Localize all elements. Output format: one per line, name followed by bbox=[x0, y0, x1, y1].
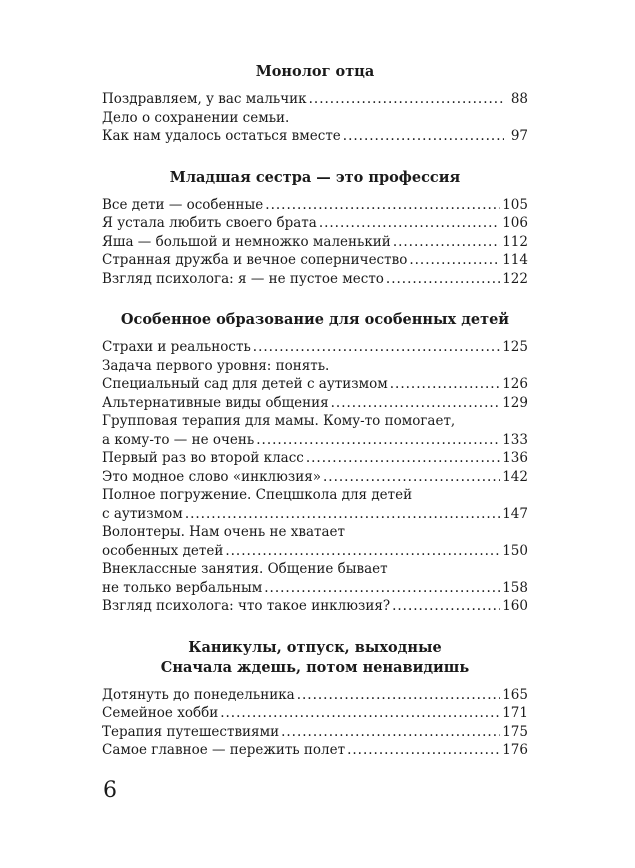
entry-page-number: 165 bbox=[502, 686, 528, 703]
toc-entry[interactable] bbox=[102, 270, 528, 289]
entry-title-line: а кому-то — не очень bbox=[102, 431, 255, 448]
dot-leader bbox=[319, 214, 500, 233]
entry-page-number: 88 bbox=[510, 91, 528, 107]
entry-page-number: 176 bbox=[502, 742, 528, 758]
toc-entry[interactable] bbox=[102, 412, 528, 449]
toc-section bbox=[102, 310, 528, 616]
entry-page-number: 160 bbox=[502, 598, 528, 614]
dot-leader bbox=[265, 196, 500, 215]
entry-title-line: Взгляд психолога: я — не пустое место bbox=[102, 270, 384, 287]
section-title bbox=[102, 638, 528, 678]
dot-leader bbox=[343, 127, 504, 146]
entry-page-number: 142 bbox=[502, 468, 528, 485]
entry-title-line: Групповая терапия для мамы. Кому-то помогает, bbox=[102, 413, 456, 429]
entry-row bbox=[102, 704, 528, 723]
entry-title-line: Как нам удалось остаться вместе bbox=[102, 128, 341, 144]
entry-title-line: не только вербальным bbox=[102, 579, 263, 596]
dot-leader bbox=[297, 686, 501, 705]
dot-leader bbox=[264, 579, 500, 598]
section-title-line: Каникулы, отпуск, выходные bbox=[188, 638, 442, 656]
section-title bbox=[102, 310, 528, 330]
entry-row bbox=[102, 686, 528, 705]
dot-leader bbox=[220, 704, 500, 723]
entry-title-line: Яша — большой и немножко маленький bbox=[102, 233, 391, 250]
entry-page-number: 106 bbox=[502, 215, 528, 231]
toc-section bbox=[102, 168, 528, 289]
entry-page-number: 105 bbox=[502, 196, 528, 213]
entry-title-line: Дотянуть до понедельника bbox=[102, 686, 295, 703]
entry-page-number: 150 bbox=[502, 542, 528, 559]
toc-section bbox=[102, 62, 528, 146]
dot-leader bbox=[256, 431, 500, 450]
toc-entry[interactable] bbox=[102, 597, 528, 616]
entry-page-number: 158 bbox=[502, 579, 528, 596]
entry-page-number: 171 bbox=[502, 705, 528, 721]
toc-entry[interactable] bbox=[102, 109, 528, 146]
toc-entry[interactable] bbox=[102, 90, 528, 109]
entry-row bbox=[102, 741, 528, 760]
entry-row bbox=[102, 542, 528, 561]
dot-leader bbox=[309, 90, 504, 109]
toc-section bbox=[102, 638, 528, 760]
entry-title-line: Внеклассные занятия. Общение бывает bbox=[102, 561, 388, 577]
toc-entry[interactable] bbox=[102, 560, 528, 597]
entry-row bbox=[102, 90, 528, 109]
toc-entry[interactable] bbox=[102, 449, 528, 468]
toc-entry[interactable] bbox=[102, 196, 528, 215]
entry-page-number: 126 bbox=[502, 376, 528, 392]
entry-title-line: Страхи и реальность bbox=[102, 339, 251, 355]
entry-page-number: 133 bbox=[502, 431, 528, 448]
entry-row bbox=[102, 127, 528, 146]
dot-leader bbox=[390, 375, 500, 394]
entry-row bbox=[102, 338, 528, 357]
entry-title-line: с аутизмом bbox=[102, 505, 183, 522]
entry-row bbox=[102, 723, 528, 742]
dot-leader bbox=[347, 741, 500, 760]
entry-row bbox=[102, 449, 528, 468]
entry-title-line: Дело о сохранении семьи. bbox=[102, 109, 290, 126]
toc-entry[interactable] bbox=[102, 233, 528, 252]
entry-row bbox=[102, 431, 528, 450]
entry-page-number: 122 bbox=[502, 270, 528, 287]
entry-row bbox=[102, 196, 528, 215]
page-number: 6 bbox=[103, 778, 117, 803]
section-title-line: Монолог отца bbox=[255, 63, 375, 80]
toc-entry[interactable] bbox=[102, 214, 528, 233]
dot-leader bbox=[323, 468, 500, 487]
entry-row bbox=[102, 270, 528, 289]
entry-row bbox=[102, 251, 528, 270]
entry-page-number: 175 bbox=[502, 723, 528, 740]
entry-title-line: Специальный сад для детей с аутизмом bbox=[102, 376, 388, 392]
toc-entry[interactable] bbox=[102, 394, 528, 413]
entry-title-line: Задача первого уровня: понять. bbox=[102, 357, 330, 374]
toc-entry[interactable] bbox=[102, 338, 528, 357]
entry-row bbox=[102, 375, 528, 394]
entry-title-line: Это модное слово «инклюзия» bbox=[102, 468, 322, 485]
dot-leader bbox=[281, 723, 500, 742]
section-title-line: Особенное образование для особенных детей bbox=[120, 311, 510, 328]
entry-title-line: Терапия путешествиями bbox=[102, 723, 280, 740]
toc-entry[interactable] bbox=[102, 686, 528, 705]
section-title bbox=[102, 168, 528, 188]
dot-leader bbox=[393, 233, 500, 252]
section-title-line: Младшая сестра — это профессия bbox=[169, 168, 461, 186]
toc-entry[interactable] bbox=[102, 251, 528, 270]
entry-title-line: Самое главное — пережить полет bbox=[102, 742, 346, 758]
entry-title-line: Первый раз во второй класс bbox=[102, 450, 304, 466]
entry-title-line: Волонтеры. Нам очень не хватает bbox=[102, 524, 345, 540]
entry-title-line: Странная дружба и вечное соперничество bbox=[102, 252, 408, 268]
dot-leader bbox=[306, 449, 500, 468]
entry-title-line: Поздравляем, у вас мальчик bbox=[102, 91, 307, 107]
entry-row bbox=[102, 394, 528, 413]
entry-title-line: особенных детей bbox=[102, 542, 224, 559]
entry-page-number: 129 bbox=[502, 394, 528, 411]
entry-page-number: 97 bbox=[510, 128, 528, 144]
dot-leader bbox=[386, 270, 500, 289]
toc-entry[interactable] bbox=[102, 468, 528, 487]
entry-row bbox=[102, 597, 528, 616]
entry-title-line: Все дети — особенные bbox=[102, 196, 264, 213]
toc-entry[interactable] bbox=[102, 723, 528, 742]
entry-row bbox=[102, 579, 528, 598]
entry-row bbox=[102, 214, 528, 233]
dot-leader bbox=[185, 505, 500, 524]
entry-title-line: Взгляд психолога: что такое инклюзия? bbox=[102, 598, 391, 614]
dot-leader bbox=[331, 394, 501, 413]
entry-page-number: 147 bbox=[502, 505, 528, 522]
entry-page-number: 114 bbox=[502, 252, 528, 268]
entry-row bbox=[102, 505, 528, 524]
entry-page-number: 112 bbox=[502, 233, 528, 250]
entry-title-line: Семейное хобби bbox=[102, 705, 219, 721]
section-title-line: Сначала ждешь, потом ненавидишь bbox=[160, 658, 470, 676]
toc-entry[interactable] bbox=[102, 486, 528, 523]
toc-entry[interactable] bbox=[102, 704, 528, 723]
entry-row bbox=[102, 468, 528, 487]
toc-entry[interactable] bbox=[102, 523, 528, 560]
dot-leader bbox=[225, 542, 500, 561]
entry-title-line: Я устала любить своего брата bbox=[102, 215, 317, 231]
dot-leader bbox=[409, 251, 500, 270]
entry-page-number: 136 bbox=[502, 450, 528, 466]
toc-entry[interactable] bbox=[102, 357, 528, 394]
dot-leader bbox=[253, 338, 500, 357]
table-of-contents bbox=[102, 62, 528, 782]
dot-leader bbox=[392, 597, 500, 616]
entry-title-line: Альтернативные виды общения bbox=[102, 394, 329, 411]
section-title bbox=[102, 62, 528, 82]
entry-title-line: Полное погружение. Спецшкола для детей bbox=[102, 487, 413, 503]
entry-page-number: 125 bbox=[502, 339, 528, 355]
entry-row bbox=[102, 233, 528, 252]
toc-entry[interactable] bbox=[102, 741, 528, 760]
